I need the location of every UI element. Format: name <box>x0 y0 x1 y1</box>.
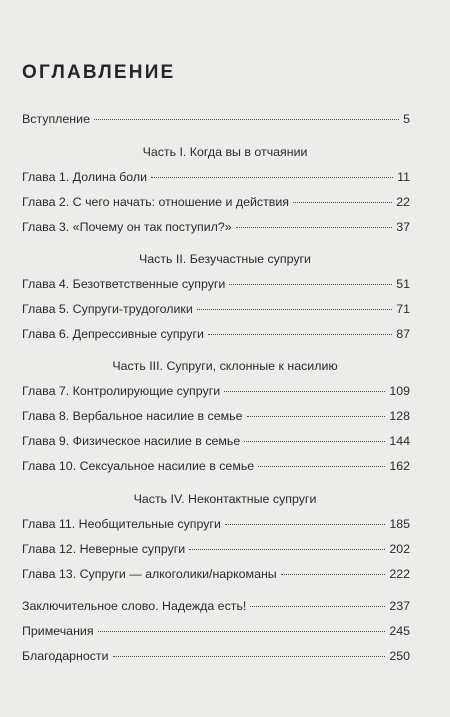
entry-title: Глава 2. С чего начать: отношение и действия <box>22 195 290 209</box>
entry-title: Глава 4. Безответственные супруги <box>22 277 226 291</box>
entry-title: Глава 13. Супруги — алкоголики/наркоманы <box>22 567 277 581</box>
entry-page: 222 <box>389 567 410 581</box>
dot-leader <box>189 549 385 550</box>
toc-entry-chapter-8 <box>22 408 410 424</box>
dot-leader <box>244 441 385 442</box>
entry-page: 87 <box>396 327 410 341</box>
entry-title: Глава 5. Супруги-трудоголики <box>22 302 193 316</box>
part-heading-3: Часть III. Супруги, склонные к насилию <box>112 359 338 373</box>
entry-page: 237 <box>389 599 410 613</box>
dot-leader <box>258 466 385 467</box>
entry-page: 11 <box>397 170 410 184</box>
entry-title: Вступление <box>22 112 90 126</box>
toc-entry-chapter-10 <box>22 458 410 474</box>
entry-title: Глава 3. «Почему он так поступил?» <box>22 220 232 234</box>
entry-page: 202 <box>389 542 410 556</box>
dot-leader <box>293 202 392 203</box>
entry-title: Примечания <box>22 624 94 638</box>
dot-leader <box>250 606 385 607</box>
dot-leader <box>247 416 386 417</box>
entry-page: 245 <box>389 624 410 638</box>
entry-title: Глава 10. Сексуальное насилие в семье <box>22 459 255 473</box>
dot-leader <box>197 309 392 310</box>
part-heading-1: Часть I. Когда вы в отчаянии <box>142 145 308 159</box>
dot-leader <box>225 524 385 525</box>
toc-entry-chapter-12 <box>22 541 410 557</box>
toc-entry-chapter-7 <box>22 383 410 399</box>
entry-page: 162 <box>389 459 410 473</box>
toc-entry-conclusion <box>22 598 410 614</box>
toc-entry-chapter-6 <box>22 326 410 342</box>
dot-leader <box>224 391 385 392</box>
dot-leader <box>236 227 393 228</box>
dot-leader <box>98 631 386 632</box>
entry-page: 71 <box>396 302 410 316</box>
dot-leader <box>151 177 393 178</box>
entry-title: Заключительное слово. Надежда есть! <box>22 599 247 613</box>
entry-page: 22 <box>396 195 410 209</box>
entry-title: Глава 11. Необщительные супруги <box>22 517 221 531</box>
entry-title: Глава 7. Контролирующие супруги <box>22 384 221 398</box>
entry-title: Глава 8. Вербальное насилие в семье <box>22 409 243 423</box>
part-heading-4: Часть IV. Неконтактные супруги <box>133 492 317 506</box>
dot-leader <box>94 119 399 120</box>
toc-entry-chapter-4 <box>22 276 410 292</box>
toc-entry-acknowledgements <box>22 648 410 664</box>
toc-entry-chapter-3 <box>22 219 410 235</box>
entry-page: 5 <box>403 112 410 126</box>
part-heading-2: Часть II. Безучастные супруги <box>139 252 311 266</box>
dot-leader <box>229 284 392 285</box>
entry-page: 51 <box>396 277 410 291</box>
dot-leader <box>281 574 386 575</box>
entry-title: Глава 6. Депрессивные супруги <box>22 327 204 341</box>
entry-title: Глава 9. Физическое насилие в семье <box>22 434 241 448</box>
toc-entry-intro <box>22 111 410 127</box>
dot-leader <box>113 656 386 657</box>
entry-title: Благодарности <box>22 649 109 663</box>
entry-page: 109 <box>389 384 410 398</box>
entry-page: 185 <box>389 517 410 531</box>
entry-page: 250 <box>389 649 410 663</box>
toc-entry-chapter-11 <box>22 516 410 532</box>
toc-entry-chapter-1 <box>22 169 410 185</box>
toc-entry-notes <box>22 623 410 639</box>
toc-entry-chapter-13 <box>22 566 410 582</box>
toc-entry-chapter-5 <box>22 301 410 317</box>
toc-entry-chapter-2 <box>22 194 410 210</box>
entry-page: 128 <box>389 409 410 423</box>
entry-page: 144 <box>389 434 410 448</box>
entry-page: 37 <box>396 220 410 234</box>
toc-entry-chapter-9 <box>22 433 410 449</box>
entry-title: Глава 1. Долина боли <box>22 170 148 184</box>
entry-title: Глава 12. Неверные супруги <box>22 542 186 556</box>
dot-leader <box>208 334 392 335</box>
page-title: ОГЛАВЛЕНИЕ <box>22 62 176 83</box>
